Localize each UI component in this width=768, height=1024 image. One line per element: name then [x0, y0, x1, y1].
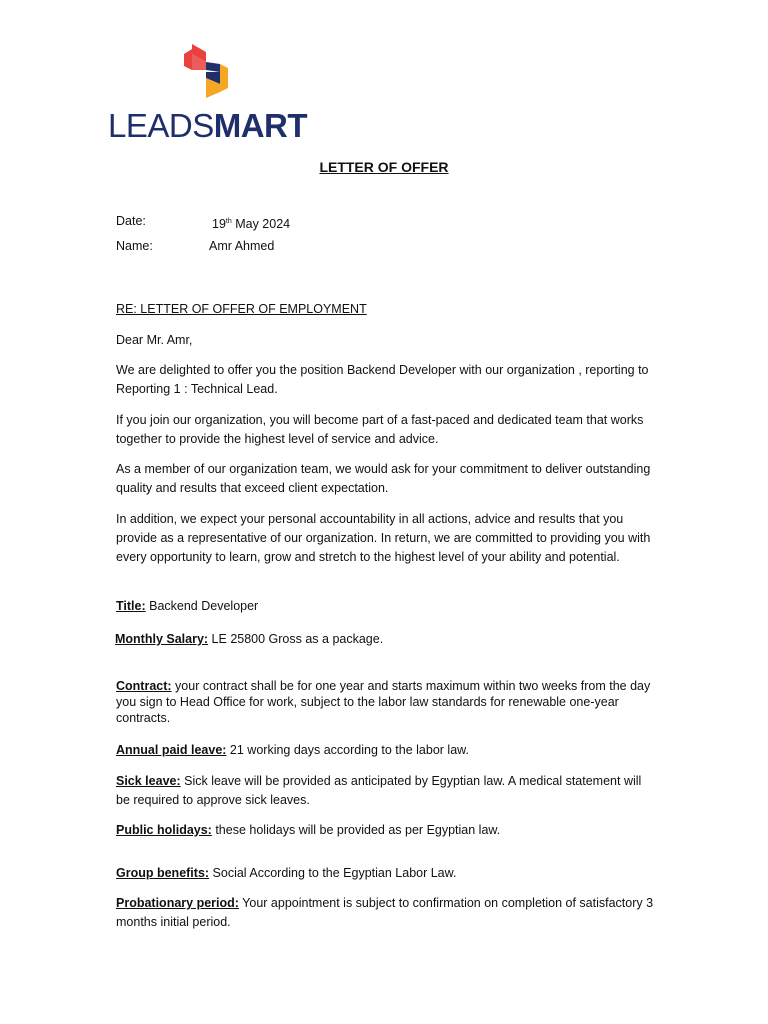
sick-leave-term: Sick leave: Sick leave will be provided as anticipated by Egyptian law. A medical statement will be required to approve sick leaves.	[116, 774, 642, 807]
logo-wordmark: LEADSMART	[108, 107, 308, 144]
annual-leave-term: Annual paid leave: 21 working days according to the labor law.	[116, 743, 469, 757]
title-term: Title: Backend Developer	[116, 599, 259, 613]
sick-leave-label: Sick leave:	[116, 774, 181, 788]
page-title: LETTER OF OFFER	[319, 159, 449, 175]
leadsmart-logo-mark	[182, 42, 230, 102]
paragraph-position: We are delighted to offer you the position Backend Developer with our organization , reporting to Reporting 1 : Technical Lead.	[116, 363, 649, 396]
public-holidays-term: Public holidays: these holidays will be provided as per Egyptian law.	[116, 823, 501, 837]
salary-term: Monthly Salary: LE 25800 Gross as a package.	[115, 632, 384, 646]
group-benefits-term: Group benefits: Social According to the Egyptian Labor Law.	[116, 866, 457, 880]
public-holidays-label: Public holidays:	[116, 823, 212, 837]
date-label: Date:	[116, 214, 146, 228]
re-line: RE: LETTER OF OFFER OF EMPLOYMENT	[116, 302, 367, 316]
date-value: 19th May 2024	[212, 217, 291, 232]
annual-leave-label: Annual paid leave:	[116, 743, 227, 757]
name-label: Name:	[116, 239, 153, 253]
paragraph-commitment: As a member of our organization team, we would ask for your commitment to deliver outstanding quality and results that exceed client expectation.	[116, 462, 651, 495]
group-benefits-label: Group benefits:	[116, 866, 210, 880]
title-label: Title:	[116, 599, 146, 613]
contract-term: Contract: your contract shall be for one year and starts maximum within two weeks from the day you sign to Head Office for work, subject to the labor law standards for renewable one-year contracts.	[116, 679, 651, 725]
paragraph-team: If you join our organization, you will become part of a fast-paced and dedicated team that works together to provide the highest level of service and advice.	[116, 413, 644, 446]
probation-label: Probationary period:	[116, 896, 239, 910]
contract-label: Contract:	[116, 679, 172, 693]
paragraph-accountability: In addition, we expect your personal accountability in all actions, advice and results that you provide as a representative of our organization. In return, we are committed to providing you with every opportunity to learn, grow and stretch to the highest level of your ability and potential.	[116, 512, 651, 564]
name-value: Amr Ahmed	[209, 239, 275, 253]
salutation: Dear Mr. Amr,	[116, 333, 193, 347]
probation-term: Probationary period: Your appointment is subject to confirmation on completion of satisfactory 3 months initial period.	[116, 896, 654, 929]
salary-label: Monthly Salary:	[115, 632, 209, 646]
